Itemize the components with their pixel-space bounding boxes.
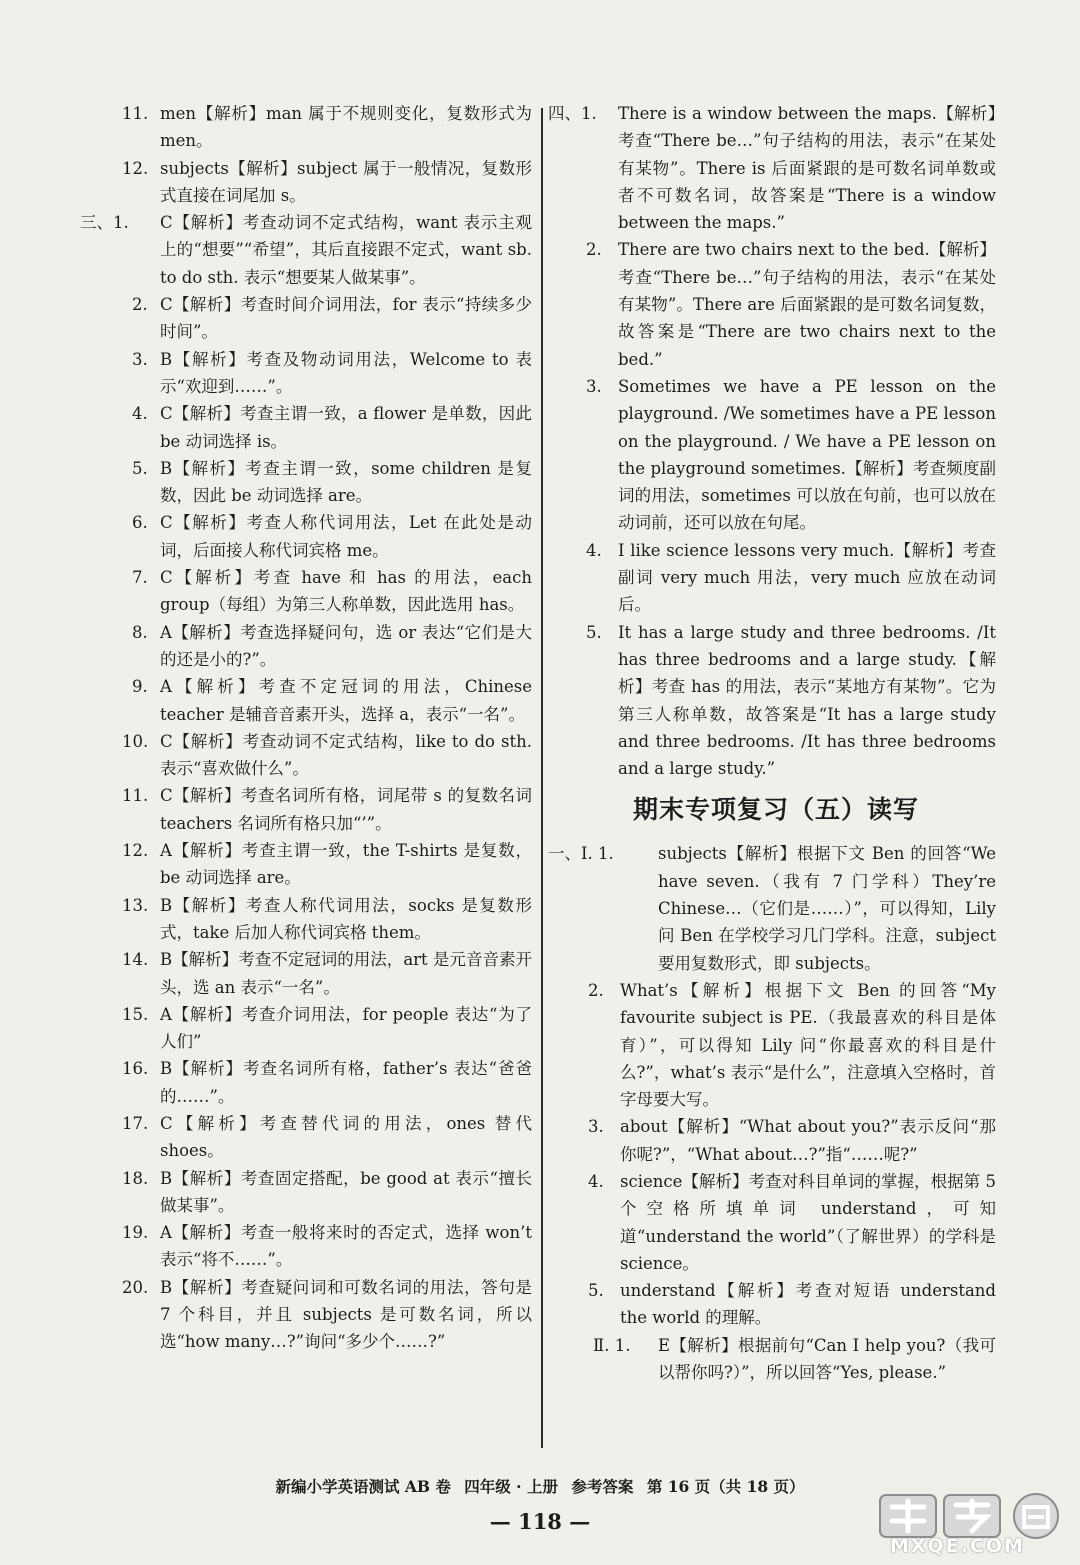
item-number: 20. <box>122 1277 149 1297</box>
page-number: — 118 — <box>489 1509 591 1534</box>
item-text: What’s【解析】根据下文 Ben 的回答“My favourite subject is PE.（我最喜欢的科目是体育）”，可以得知 Lily 问“你最喜欢的科目是什么?”，what’s 表示“是什么”，注意填入空格时，首字母要大写。 <box>620 980 996 1110</box>
item-text: science【解析】考查对科目单词的掌握，根据第 5 个空格所填单词 understand，可知道“understand the world”（了解世界）的学科是 science。 <box>620 1171 996 1273</box>
item-number: 11. <box>122 104 149 123</box>
item-text: B【解析】考查疑问词和可数名词的用法，答句是 7 个科目，并且 subjects 是可数名词，所以选“how many…?”询问“多少个……?” <box>160 1277 532 1352</box>
item-number: 3. <box>586 376 602 396</box>
item-number: 14. <box>122 950 149 970</box>
left-answer-item <box>82 673 532 728</box>
reading-writing-item <box>548 1168 996 1277</box>
item-number: 19. <box>122 1223 149 1243</box>
item-number: 5. <box>132 458 148 478</box>
footer-page-count: 第 16 页（共 18 页） <box>646 1477 805 1496</box>
item-number: 6. <box>132 513 148 533</box>
item-number: 3. <box>132 349 148 369</box>
reading-writing-item <box>548 840 996 976</box>
item-number: 4. <box>132 404 148 424</box>
left-answer-item <box>82 1055 532 1110</box>
item-text: C【解析】考查主谓一致，a flower 是单数，因此 be 动词选择 is。 <box>160 404 532 451</box>
item-text: A【解析】考查介词用法，for people 表达“为了人们” <box>160 1004 532 1052</box>
left-answer-item <box>82 291 532 346</box>
item-text: I like science lessons very much.【解析】考查副词 very much 用法，very much 应放在动词后。 <box>618 540 996 615</box>
item-number: 三、1. <box>80 213 129 233</box>
left-answer-item <box>82 455 532 510</box>
section-four-item <box>548 100 996 236</box>
footer-book-title: 新编小学英语测试 AB 卷 <box>275 1477 451 1496</box>
left-answer-item <box>82 155 532 210</box>
left-answer-item <box>82 1274 532 1356</box>
watermark-logo-icon <box>878 1491 1068 1541</box>
watermark <box>878 1491 1068 1557</box>
item-number: 2. <box>588 980 604 1000</box>
left-column <box>82 100 532 1356</box>
footer-grade: 四年级 · 上册 <box>464 1477 558 1496</box>
item-number: 17. <box>122 1113 149 1133</box>
section-four-item <box>548 373 996 537</box>
left-answer-item <box>82 619 532 674</box>
item-number: 16. <box>122 1059 149 1079</box>
item-number: Ⅱ. 1. <box>593 1335 631 1355</box>
section-title: 期末专项复习（五）读写 <box>632 795 919 825</box>
item-number: 7. <box>132 568 148 588</box>
item-text: C【解析】考查替代词的用法，ones 替代 shoes。 <box>160 1113 532 1161</box>
left-answer-item <box>82 1219 532 1274</box>
item-number: 3. <box>588 1117 604 1137</box>
item-text: C【解析】考查 have 和 has 的用法，each group（每组）为第三人称单数，因此选用 has。 <box>160 568 532 615</box>
item-text: Sometimes we have a PE lesson on the playground. /We sometimes have a PE lesson on the playground. / We have a PE lesson on the playground sometimes.【解析】考查频度副词的用法，sometimes 可以放在句前，也可以放在动词前，还可以放在句尾。 <box>618 376 996 533</box>
item-text: subjects【解析】subject 属于一般情况，复数形式直接在词尾加 s。 <box>160 158 532 205</box>
item-text: B【解析】考查人称代词用法，socks 是复数形式，take 后加人称代词宾格 them。 <box>160 895 532 942</box>
item-number: 2. <box>586 240 602 260</box>
item-number: 四、1. <box>548 104 597 123</box>
reading-writing-answers <box>548 840 996 1386</box>
section-four-item <box>548 619 996 783</box>
item-text: B【解析】考查固定搭配，be good at 表示“擅长做某事”。 <box>160 1168 532 1215</box>
item-number: 4. <box>586 540 602 560</box>
item-text: B【解析】考查不定冠词的用法，art 是元音音素开头，选 an 表示“一名”。 <box>160 950 532 997</box>
section-four-item <box>548 537 996 619</box>
item-text: A【解析】考查主谓一致，the T-shirts 是复数，be 动词选择 are。 <box>160 841 532 888</box>
footer-answers-label: 参考答案 <box>571 1477 634 1496</box>
item-number: 12. <box>122 158 149 178</box>
right-column <box>548 100 996 1386</box>
item-number: 9. <box>132 677 148 697</box>
reading-writing-item <box>548 1113 996 1168</box>
section-four-item <box>548 236 996 372</box>
item-text: C【解析】考查动词不定式结构，like to do sth. 表示“喜欢做什么”。 <box>160 731 532 779</box>
item-text: There is a window between the maps.【解析】考查“There be…”句子结构的用法，表示“在某处有某物”。There is 后面紧跟的是可数名词单数或者不可数名词，故答案是“There is a window between the maps.” <box>618 104 996 233</box>
item-text: B【解析】考查及物动词用法，Welcome to 表示“欢迎到……”。 <box>160 349 532 396</box>
left-answer-item <box>82 728 532 783</box>
left-answer-item <box>82 400 532 455</box>
left-answer-item <box>82 100 532 155</box>
left-answer-item <box>82 509 532 564</box>
item-number: 5. <box>586 622 602 642</box>
item-number: 13. <box>122 895 149 915</box>
item-number: 18. <box>122 1168 149 1188</box>
item-text: A【解析】考查一般将来时的否定式，选择 won’t 表示“将不……”。 <box>160 1223 532 1270</box>
watermark-url: MXQE.COM <box>890 1535 1025 1557</box>
item-text: B【解析】考查主谓一致，some children 是复数，因此 be 动词选择 are。 <box>160 458 532 506</box>
item-number: 15. <box>122 1004 149 1024</box>
left-answer-item <box>82 1165 532 1220</box>
left-answer-item <box>82 946 532 1001</box>
item-number: 8. <box>132 622 148 642</box>
item-text: C【解析】考查时间介词用法，for 表示“持续多少时间”。 <box>160 295 532 342</box>
item-text: B【解析】考查名词所有格，father’s 表达“爸爸的……”。 <box>160 1059 532 1106</box>
column-divider <box>541 108 543 1448</box>
reading-writing-item <box>548 977 996 1113</box>
left-answer-item <box>82 209 532 291</box>
left-answer-item <box>82 782 532 837</box>
left-answer-item <box>82 1110 532 1165</box>
item-text: C【解析】考查名词所有格，词尾带 s 的复数名词 teachers 名词所有格只加“’”。 <box>160 786 532 833</box>
item-number: 一、Ⅰ. 1. <box>548 844 614 864</box>
item-text: E【解析】根据前句“Can I help you?（我可以帮你吗?）”，所以回答“Yes, please.” <box>658 1335 996 1383</box>
left-answer-item <box>82 837 532 892</box>
left-answer-item <box>82 1001 532 1056</box>
item-text: C【解析】考查人称代词用法，Let 在此处是动词，后面接人称代词宾格 me。 <box>160 513 532 560</box>
item-text: about【解析】“What about you?”表示反问“那你呢?”，“What about…?”指“……呢?” <box>620 1117 996 1164</box>
item-number: 2. <box>132 295 148 315</box>
reading-writing-item <box>548 1277 996 1332</box>
item-number: 11. <box>122 786 149 806</box>
item-number: 4. <box>588 1171 604 1191</box>
item-number: 12. <box>122 841 149 861</box>
item-number: 10. <box>122 731 149 751</box>
item-text: A【解析】考查选择疑问句，选 or 表达“它们是大的还是小的?”。 <box>160 622 532 669</box>
item-text: C【解析】考查动词不定式结构，want 表示主观上的“想要”“希望”，其后直接跟不定式，want sb. to do sth. 表示“想要某人做某事”。 <box>160 213 532 287</box>
item-text: There are two chairs next to the bed.【解析】考查“There be…”句子结构的用法，表示“在某处有某物”。There are 后面紧跟的是可数名词复数，故答案是“There are two chairs next to the bed.” <box>618 240 996 369</box>
item-number: 5. <box>588 1281 604 1301</box>
left-answer-item <box>82 892 532 947</box>
reading-writing-item <box>548 1332 996 1387</box>
item-text: A【解析】考查不定冠词的用法，Chinese teacher 是辅音音素开头，选择 a，表示“一名”。 <box>160 677 532 724</box>
section-four-answers <box>548 100 996 782</box>
item-text: It has a large study and three bedrooms. /It has three bedrooms and a large study.【解析】考查 has 的用法，表示“某地方有某物”。它为第三人称单数，故答案是“It has a large study and three bedrooms. /It has three bedrooms and a large study.” <box>618 622 996 779</box>
item-text: men【解析】man 属于不规则变化，复数形式为 men。 <box>160 104 532 151</box>
left-answer-item <box>82 564 532 619</box>
left-answer-item <box>82 346 532 401</box>
item-text: understand【解析】考查对短语 understand the world 的理解。 <box>620 1281 996 1328</box>
item-text: subjects【解析】根据下文 Ben 的回答“We have seven.（我有 7 门学科）They’re Chinese…（它们是……）”，可以得知，Lily 问 Ben 在学校学习几门学科。注意，subject 要用复数形式，即 subjects。 <box>658 844 996 973</box>
